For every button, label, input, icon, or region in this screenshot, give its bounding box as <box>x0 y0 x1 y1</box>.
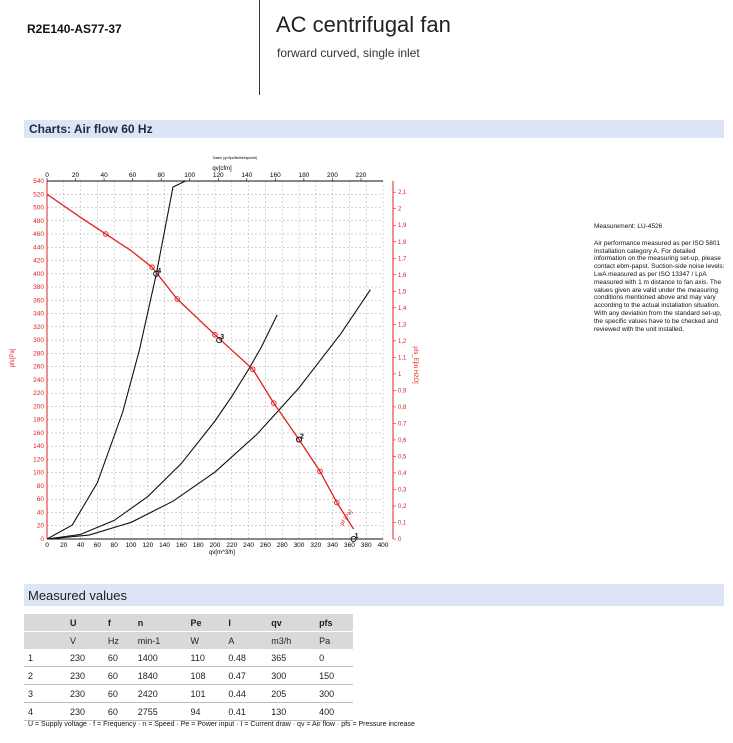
x-top-axis-label: qv[cfm] <box>212 166 232 172</box>
y-right-tick-label: 0,1 <box>398 520 407 527</box>
product-subtitle: forward curved, single inlet <box>277 46 420 60</box>
table-cell: 110 <box>187 649 225 667</box>
y-left-tick-label: 180 <box>33 416 44 424</box>
table-unit-cell: Pa <box>315 632 353 650</box>
y-right-tick-label: 0,5 <box>398 454 407 461</box>
x-bottom-tick-label: 40 <box>76 542 85 549</box>
y-right-tick-label: 1,5 <box>398 289 407 296</box>
system-curve-2 <box>47 315 277 539</box>
table-row <box>24 703 353 721</box>
y-right-tick-label: 0,9 <box>398 388 407 395</box>
table-row <box>24 667 353 685</box>
y-right-tick-label: 2,1 <box>398 190 407 197</box>
x-top-tick-label: 80 <box>157 172 165 179</box>
y-left-tick-label: 260 <box>33 363 44 371</box>
y-right-tick-label: 1,2 <box>398 338 407 345</box>
y-left-tick-label: 140 <box>33 443 44 451</box>
y-right-tick-label: 1,1 <box>398 355 407 362</box>
x-bottom-tick-label: 60 <box>93 542 102 549</box>
y-right-tick-label: 0,7 <box>398 421 407 428</box>
table-cell: 108 <box>187 667 225 685</box>
table-units-row <box>24 632 353 650</box>
system-curve-3 <box>47 290 370 539</box>
table-cell: 205 <box>267 685 315 703</box>
table-unit-cell: A <box>224 632 267 650</box>
fan-curve-label: pf [Pa] <box>339 509 355 527</box>
y-right-tick-label: 1,8 <box>398 239 407 246</box>
measurement-id: Measurement: LU-4526 <box>594 223 663 230</box>
table-cell: 1400 <box>134 649 187 667</box>
x-top-tick-label: 0 <box>45 172 49 179</box>
air-flow-chart <box>0 150 420 565</box>
x-top-tick-label: 160 <box>269 172 281 179</box>
table-header-cell: Pe <box>187 614 225 632</box>
table-cell: 300 <box>267 667 315 685</box>
y-left-axis-label: pfs[Pa] <box>10 348 16 368</box>
table-header-cell: n <box>134 614 187 632</box>
y-left-tick-label: 200 <box>33 403 44 411</box>
table-header-cell: f <box>104 614 134 632</box>
table-unit-cell: m3/h <box>267 632 315 650</box>
y-left-tick-label: 360 <box>33 297 44 305</box>
table-cell: 230 <box>66 703 104 721</box>
x-bottom-tick-label: 200 <box>209 542 221 549</box>
table-legend: U = Supply voltage · f = Frequency · n = Speed · Pe = Power input · I = Current draw · qv = Air flow · pfs = Pressure increase <box>28 721 415 728</box>
model-number: R2E140-AS77-37 <box>27 22 122 36</box>
table-cell: 0.47 <box>224 667 267 685</box>
y-left-tick-label: 520 <box>33 191 44 199</box>
table-cell: 400 <box>315 703 353 721</box>
table-unit-cell: Hz <box>104 632 134 650</box>
table-cell: 60 <box>104 667 134 685</box>
x-bottom-tick-label: 300 <box>293 542 305 549</box>
table-cell: 60 <box>104 685 134 703</box>
y-left-tick-label: 280 <box>33 350 44 358</box>
table-cell: 0.48 <box>224 649 267 667</box>
y-left-tick-label: 220 <box>33 390 44 398</box>
measurement-description: Air performance measured as per ISO 5801 Installation category A. For detailed information on the measuring set-up, please contact ebm-papst. Suction-side noise levels: LwA measured as per ISO 13347 / LpA measured with 1 m distance to fan axis. The values given are valid under the measuring conditions mentioned above and may vary according to the actual installation situation. With any deviation from the standard set-up, the specific values have to be checked and reviewed with the unit installed. <box>594 239 725 333</box>
table-cell: 0.41 <box>224 703 267 721</box>
x-top-tick-label: 180 <box>298 172 310 179</box>
y-right-tick-label: 0,8 <box>398 404 407 411</box>
table-unit-cell: V <box>66 632 104 650</box>
x-top-tick-label: 120 <box>212 172 224 179</box>
x-bottom-tick-label: 400 <box>377 542 389 549</box>
y-right-tick-label: 0 <box>398 537 402 543</box>
y-left-tick-label: 380 <box>33 284 44 292</box>
y-left-tick-label: 300 <box>33 337 44 345</box>
measured-values-table <box>24 614 353 721</box>
x-bottom-tick-label: 240 <box>243 542 255 549</box>
y-right-tick-label: 2 <box>398 206 402 213</box>
x-top-tick-label: 200 <box>327 172 338 179</box>
table-cell: 365 <box>267 649 315 667</box>
y-right-tick-label: 0,2 <box>398 503 407 510</box>
product-title: AC centrifugal fan <box>276 12 451 37</box>
x-bottom-tick-label: 320 <box>310 542 322 549</box>
table-cell: 3 <box>24 685 66 703</box>
y-left-tick-label: 40 <box>36 509 44 517</box>
operating-point-label: 2 <box>300 433 304 441</box>
table-unit-cell: W <box>187 632 225 650</box>
y-left-tick-label: 20 <box>36 522 44 530</box>
y-left-tick-label: 0 <box>40 536 44 543</box>
table-cell: 0.44 <box>224 685 267 703</box>
x-bottom-tick-label: 120 <box>142 542 154 549</box>
measurement-notes <box>594 223 726 333</box>
x-bottom-tick-label: 260 <box>259 542 271 549</box>
table-cell: 130 <box>267 703 315 721</box>
x-top-tick-label: 220 <box>355 172 367 179</box>
x-bottom-tick-label: 20 <box>60 542 68 549</box>
y-left-tick-label: 320 <box>33 323 44 331</box>
table-cell: 4 <box>24 703 66 721</box>
table-cell: 101 <box>187 685 225 703</box>
table-cell: 94 <box>187 703 225 721</box>
x-top-tick-label: 20 <box>71 172 80 179</box>
y-left-tick-label: 400 <box>33 270 44 278</box>
table-cell: 0 <box>315 649 353 667</box>
table-header-cell: qv <box>267 614 315 632</box>
table-cell: 60 <box>104 703 134 721</box>
x-bottom-tick-label: 280 <box>276 542 288 549</box>
charts-section-title: Charts: Air flow 60 Hz <box>29 122 153 136</box>
y-left-tick-label: 340 <box>33 310 44 318</box>
operating-point-label: 1 <box>354 533 359 540</box>
y-right-tick-label: 0,3 <box>398 487 407 494</box>
table-header-row <box>24 614 353 632</box>
x-top-tick-label: 140 <box>241 172 253 179</box>
table-cell: 2 <box>24 667 66 685</box>
table-cell: 2420 <box>134 685 187 703</box>
y-left-tick-label: 100 <box>33 469 44 477</box>
y-left-tick-label: 540 <box>33 178 44 185</box>
y-left-tick-label: 480 <box>33 217 44 225</box>
table-cell: 1 <box>24 649 66 667</box>
y-left-tick-label: 80 <box>36 482 44 490</box>
y-right-tick-label: 0,4 <box>398 470 407 477</box>
table-header-cell <box>24 614 66 632</box>
x-bottom-tick-label: 180 <box>192 542 204 549</box>
y-left-tick-label: 120 <box>33 456 44 464</box>
y-left-tick-label: 460 <box>33 231 44 239</box>
table-cell: 300 <box>315 685 353 703</box>
y-left-tick-label: 420 <box>33 257 44 265</box>
x-bottom-axis-label: qv[m^3/h] <box>209 550 235 556</box>
y-left-tick-label: 240 <box>33 376 44 384</box>
header-divider <box>259 0 260 95</box>
y-left-tick-label: 440 <box>33 244 44 252</box>
y-right-tick-label: 1,4 <box>398 305 407 312</box>
table-cell: 60 <box>104 649 134 667</box>
x-bottom-tick-label: 140 <box>159 542 171 549</box>
table-unit-cell <box>24 632 66 650</box>
table-cell: 150 <box>315 667 353 685</box>
y-right-tick-label: 1,6 <box>398 272 407 279</box>
x-bottom-tick-label: 160 <box>175 542 187 549</box>
x-bottom-tick-label: 100 <box>125 542 137 549</box>
table-cell: 230 <box>66 667 104 685</box>
x-bottom-tick-label: 0 <box>45 542 49 549</box>
x-top-tick-label: 40 <box>100 172 108 179</box>
measured-values-band <box>24 584 724 606</box>
x-top-tick-label: 60 <box>129 172 137 179</box>
x-top-tick-label: 100 <box>184 172 196 179</box>
x-bottom-tick-label: 340 <box>327 542 339 549</box>
table-row <box>24 649 353 667</box>
y-left-tick-label: 500 <box>33 204 44 212</box>
table-unit-cell: min-1 <box>134 632 187 650</box>
y-right-tick-label: 1,9 <box>398 223 407 230</box>
y-left-tick-label: 60 <box>36 496 44 504</box>
x-bottom-tick-label: 380 <box>360 542 372 549</box>
table-header-cell: pfs <box>315 614 353 632</box>
table-cell: 2755 <box>134 703 187 721</box>
chart-tiny-title: Daten (qv/fps/Betriebspunkt) <box>212 156 258 160</box>
y-right-axis-label: pfs_E[in H2O] <box>412 346 418 384</box>
y-right-tick-label: 1,3 <box>398 322 407 329</box>
table-header-cell: I <box>224 614 267 632</box>
operating-point-label: 3 <box>220 334 225 342</box>
measured-values-title: Measured values <box>28 588 127 603</box>
x-bottom-tick-label: 80 <box>110 542 118 549</box>
fan-curve-line <box>47 194 354 529</box>
x-bottom-tick-label: 220 <box>226 542 238 549</box>
table-header-cell: U <box>66 614 104 632</box>
y-left-tick-label: 160 <box>33 429 44 437</box>
table-cell: 230 <box>66 649 104 667</box>
y-right-tick-label: 1,7 <box>398 256 407 263</box>
table-cell: 230 <box>66 685 104 703</box>
y-right-tick-label: 0,6 <box>398 437 407 444</box>
table-row <box>24 685 353 703</box>
operating-point-label: 4 <box>157 267 162 275</box>
table-cell: 1840 <box>134 667 187 685</box>
y-right-tick-label: 1 <box>398 371 402 378</box>
x-bottom-tick-label: 360 <box>343 542 355 549</box>
